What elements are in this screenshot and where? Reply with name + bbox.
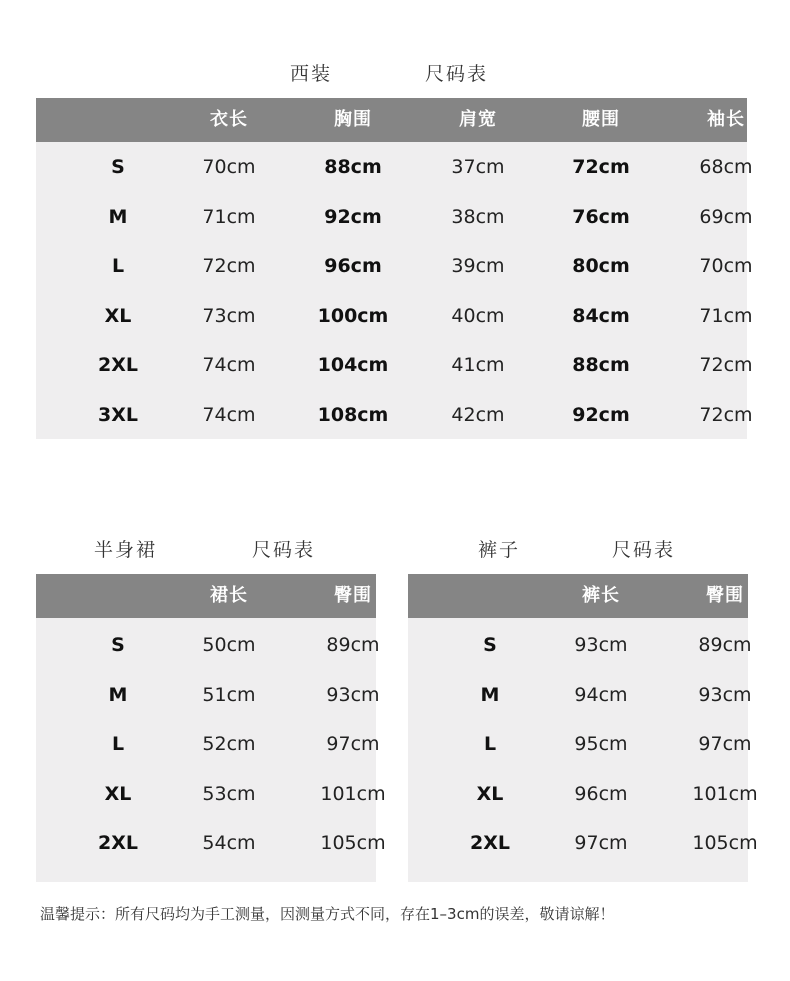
size-label: L xyxy=(111,733,125,755)
measurement-cell: 89cm xyxy=(698,634,752,656)
column-header: 肩宽 xyxy=(459,109,497,130)
measurement-cell: 72cm xyxy=(202,255,256,277)
measurement-cell: 71cm xyxy=(699,304,753,327)
measurement-cell: 54cm xyxy=(202,832,256,854)
size-label: XL xyxy=(476,782,504,805)
size-label: L xyxy=(483,733,497,755)
measurement-cell: 73cm xyxy=(202,304,256,327)
suit-size-table xyxy=(36,98,753,439)
measurement-cell: 97cm xyxy=(574,832,628,854)
skirt-title: 半身裙 xyxy=(94,539,158,561)
size-label: 2XL xyxy=(98,354,138,376)
size-label: M xyxy=(480,683,500,706)
column-header: 腰围 xyxy=(582,109,620,130)
pants-title-chart: 尺码表 xyxy=(612,539,676,561)
measurement-cell: 105cm xyxy=(692,832,758,854)
measurement-cell: 95cm xyxy=(574,733,628,755)
measurement-cell: 37cm xyxy=(451,156,505,178)
skirt-size-table xyxy=(36,574,386,882)
column-header: 胸围 xyxy=(334,109,372,130)
column-header: 裤长 xyxy=(582,585,620,606)
column-header: 臀围 xyxy=(334,585,372,606)
measurement-cell: 39cm xyxy=(451,255,505,277)
column-header: 臀围 xyxy=(706,585,744,606)
measurement-cell: 104cm xyxy=(317,354,389,376)
column-header: 袖长 xyxy=(707,109,745,130)
measurement-cell: 84cm xyxy=(572,304,630,327)
measurement-cell: 74cm xyxy=(202,403,256,426)
measurement-cell: 53cm xyxy=(202,782,256,805)
measurement-cell: 72cm xyxy=(699,403,753,426)
skirt-title-chart: 尺码表 xyxy=(252,539,316,561)
measurement-cell: 89cm xyxy=(326,634,380,656)
measurement-cell: 40cm xyxy=(451,304,505,327)
suit-title: 西装 xyxy=(290,63,333,85)
measurement-cell: 94cm xyxy=(574,683,628,706)
size-label: L xyxy=(111,255,125,277)
size-label: S xyxy=(111,156,125,178)
measurement-cell: 92cm xyxy=(572,403,630,426)
measurement-cell: 72cm xyxy=(699,354,753,376)
measurement-cell: 68cm xyxy=(699,156,753,178)
measurement-cell: 76cm xyxy=(572,205,630,228)
measurement-cell: 42cm xyxy=(451,403,505,426)
measurement-cell: 108cm xyxy=(317,403,389,426)
size-label: S xyxy=(111,634,125,656)
pants-title: 裤子 xyxy=(478,539,521,561)
measurement-cell: 101cm xyxy=(320,782,386,805)
size-label: 2XL xyxy=(470,832,510,854)
measurement-cell: 93cm xyxy=(326,683,380,706)
measurement-cell: 93cm xyxy=(698,683,752,706)
measurement-cell: 97cm xyxy=(698,733,752,755)
skirt-table-header xyxy=(36,574,376,618)
measurement-cell: 72cm xyxy=(572,156,630,178)
measurement-cell: 51cm xyxy=(202,683,256,706)
size-label: XL xyxy=(104,304,132,327)
measurement-cell: 96cm xyxy=(574,782,628,805)
measurement-cell: 69cm xyxy=(699,205,753,228)
pants-size-table xyxy=(408,574,758,882)
measurement-cell: 71cm xyxy=(202,205,256,228)
measurement-cell: 97cm xyxy=(326,733,380,755)
size-label: M xyxy=(108,683,128,706)
measurement-cell: 92cm xyxy=(324,205,382,228)
size-label: XL xyxy=(104,782,132,805)
size-label: 2XL xyxy=(98,832,138,854)
column-header: 衣长 xyxy=(210,109,248,130)
measurement-cell: 101cm xyxy=(692,782,758,805)
suit-title-chart: 尺码表 xyxy=(425,63,489,85)
measurement-cell: 52cm xyxy=(202,733,256,755)
measurement-cell: 88cm xyxy=(572,354,630,376)
measurement-cell: 38cm xyxy=(451,205,505,228)
measurement-note: 温馨提示：所有尺码均为手工测量，因测量方式不同，存在1–3cm的误差，敬请谅解！ xyxy=(40,905,615,923)
suit-table-header xyxy=(36,98,747,142)
measurement-cell: 80cm xyxy=(572,255,630,277)
measurement-cell: 100cm xyxy=(317,304,389,327)
measurement-cell: 41cm xyxy=(451,354,505,376)
measurement-cell: 105cm xyxy=(320,832,386,854)
measurement-cell: 88cm xyxy=(324,156,382,178)
measurement-cell: 70cm xyxy=(202,156,256,178)
measurement-cell: 74cm xyxy=(202,354,256,376)
size-label: S xyxy=(483,634,497,656)
pants-table-header xyxy=(408,574,748,618)
size-label: M xyxy=(108,205,128,228)
size-label: 3XL xyxy=(98,403,138,426)
measurement-cell: 93cm xyxy=(574,634,628,656)
column-header: 裙长 xyxy=(210,585,248,606)
measurement-cell: 70cm xyxy=(699,255,753,277)
measurement-cell: 96cm xyxy=(324,255,382,277)
measurement-cell: 50cm xyxy=(202,634,256,656)
